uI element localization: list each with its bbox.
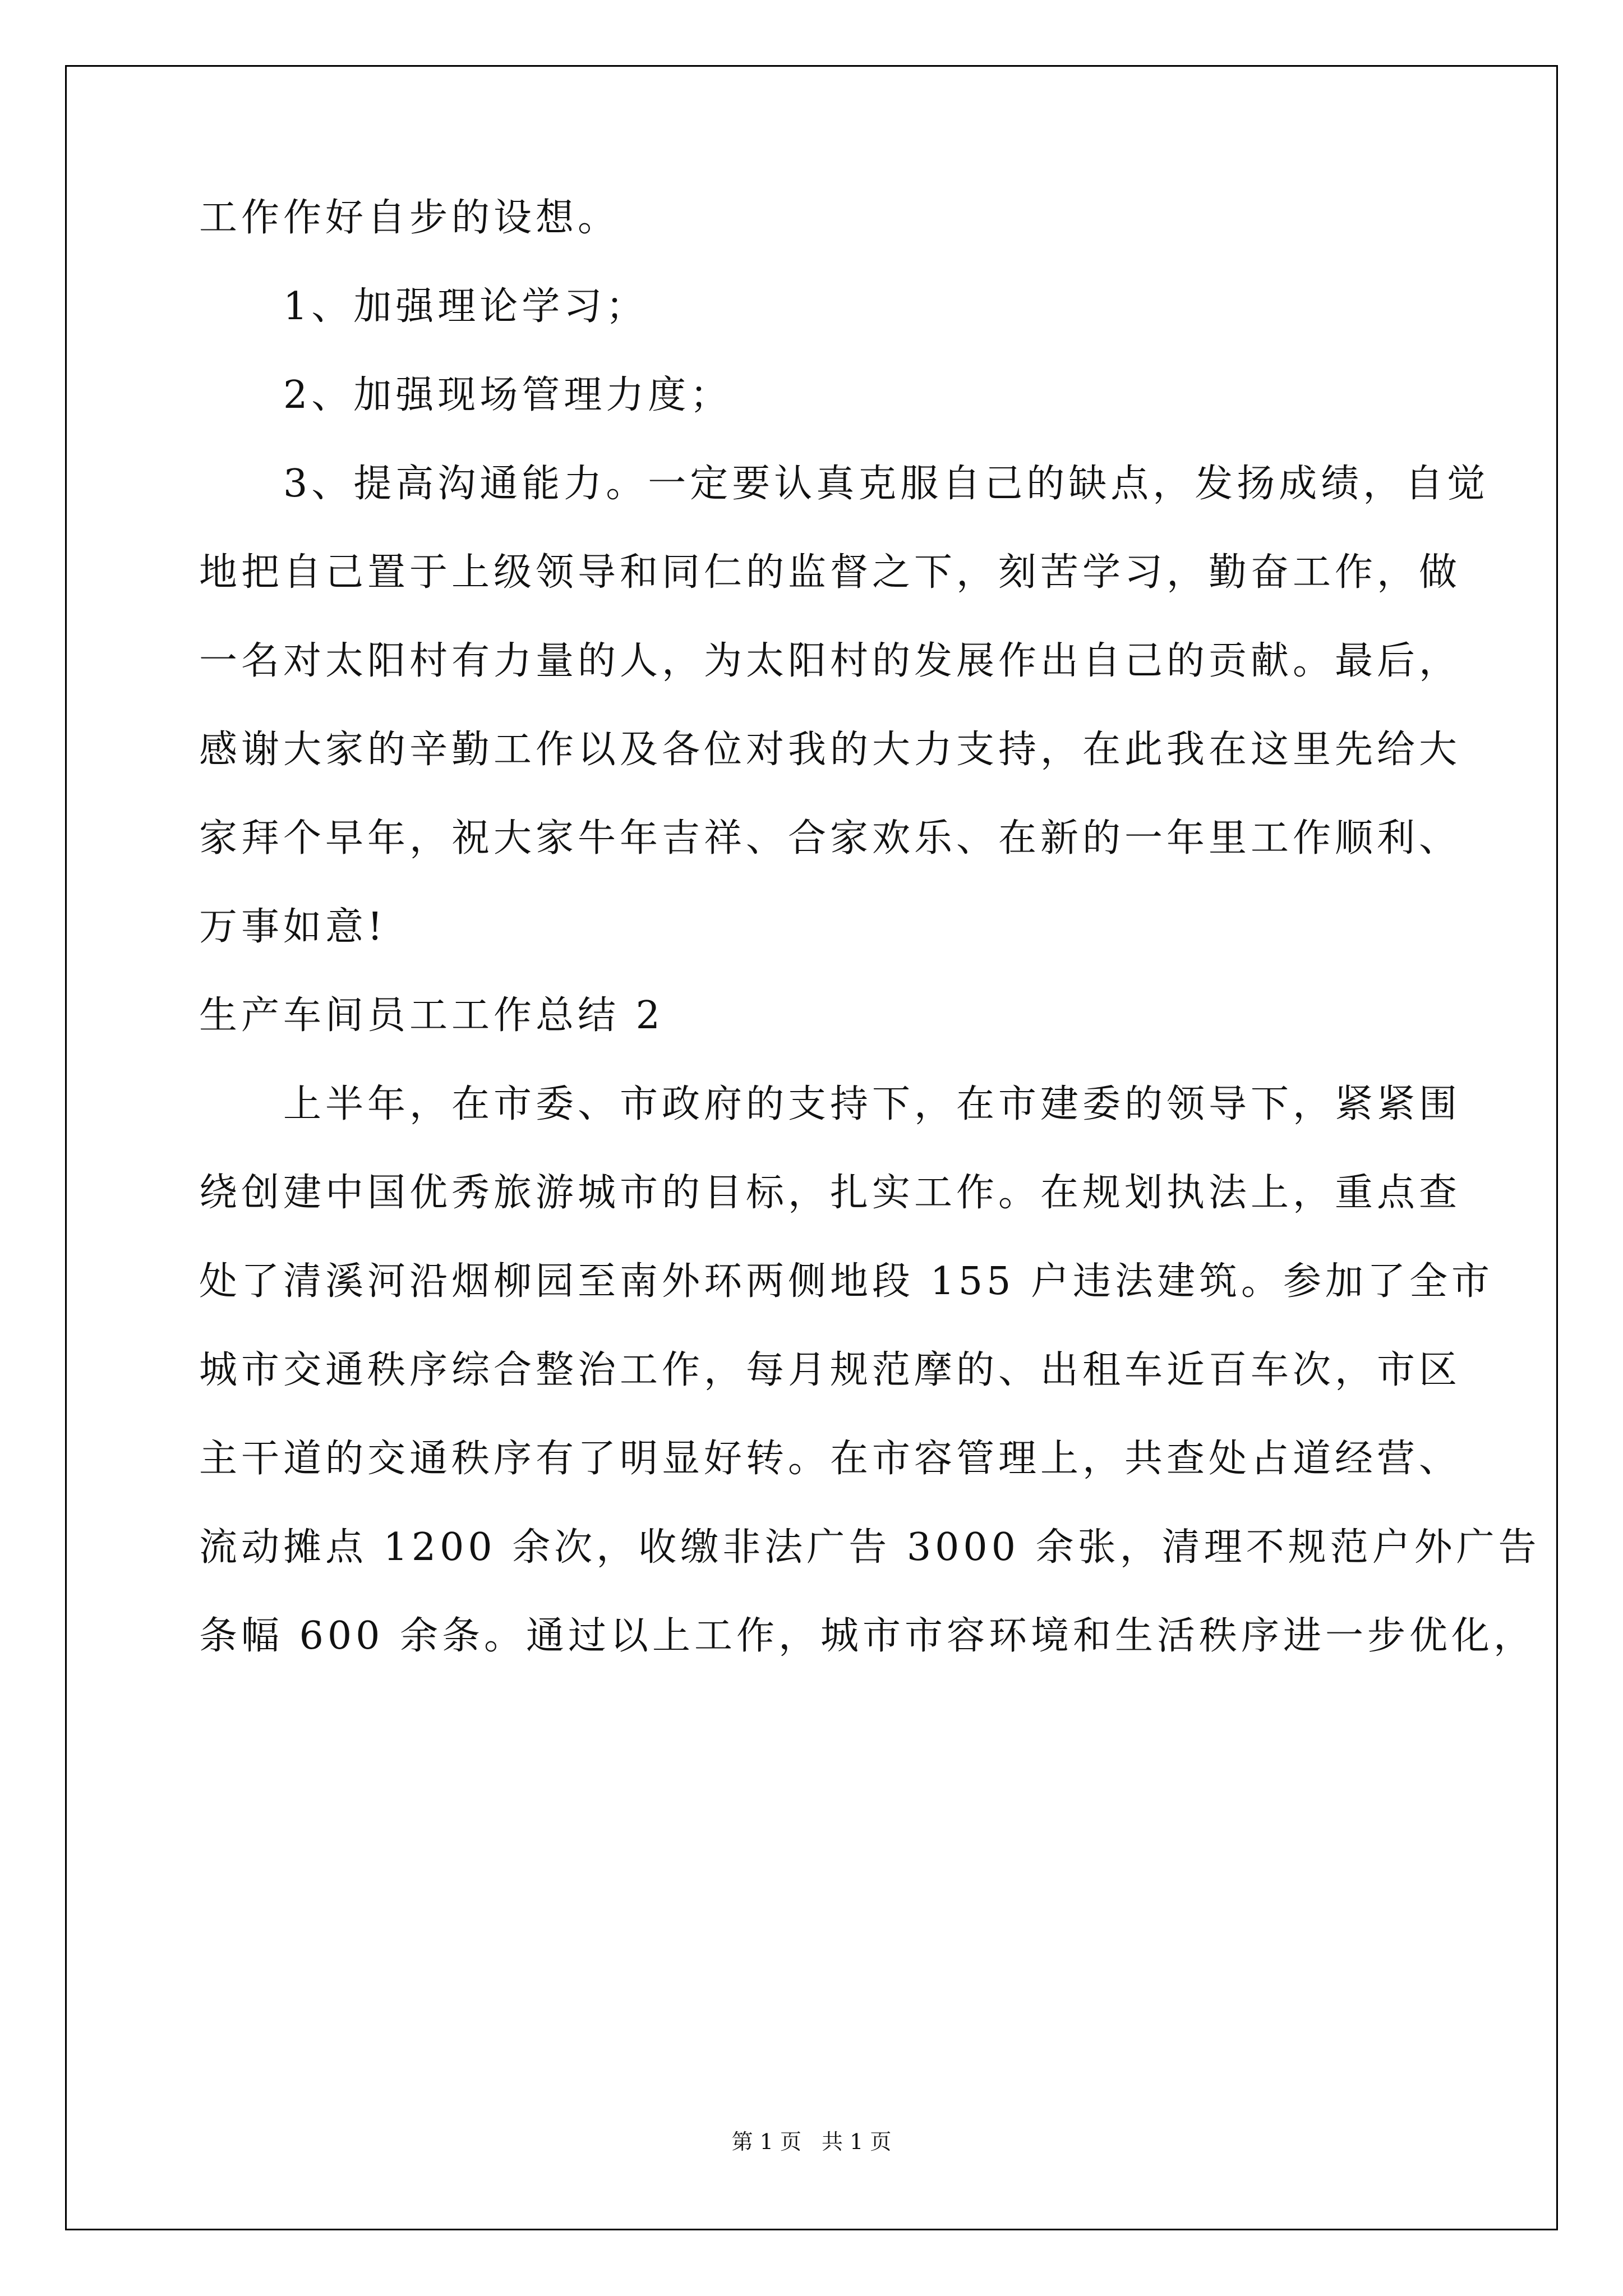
- document-body: [199, 196, 1541, 1706]
- section-title: 生产车间员工工作总结 2: [199, 993, 664, 1038]
- text-line: 一名对太阳村有力量的人，为太阳村的发展作出自己的贡献。最后，: [199, 639, 1461, 683]
- text-line: 万事如意!: [199, 905, 387, 949]
- text-line: 工作作好自步的设想。: [199, 196, 620, 240]
- text-line: 城市交通秩序综合整治工作，每月规范摩的、出租车近百车次，市区: [199, 1348, 1461, 1392]
- list-item-3: 3、提高沟通能力。一定要认真克服自己的缺点，发扬成绩，自觉: [283, 462, 1490, 506]
- page-number-total: 共 1 页: [822, 2129, 892, 2154]
- paragraph-start: 上半年，在市委、市政府的支持下，在市建委的领导下，紧紧围: [283, 1082, 1461, 1126]
- text-line: 绕创建中国优秀旅游城市的目标，扎实工作。在规划执法上，重点查: [199, 1171, 1461, 1215]
- list-item-1: 1、加强理论学习；: [283, 284, 648, 329]
- text-line: 感谢大家的辛勤工作以及各位对我的大力支持，在此我在这里先给大: [199, 728, 1461, 772]
- text-line: 地把自己置于上级领导和同仁的监督之下，刻苦学习，勤奋工作，做: [199, 550, 1461, 595]
- text-line: 流动摊点 1200 余次，收缴非法广告 3000 余张，清理不规范户外广告: [199, 1525, 1541, 1570]
- list-item-2: 2、加强现场管理力度；: [283, 373, 732, 417]
- page-number-current: 第 1 页: [731, 2129, 801, 2154]
- page-footer: [0, 2124, 1623, 2155]
- text-line: 主干道的交通秩序有了明显好转。在市容管理上，共查处占道经营、: [199, 1437, 1461, 1481]
- text-line: 处了清溪河沿烟柳园至南外环两侧地段 155 户违法建筑。参加了全市: [199, 1259, 1494, 1304]
- text-line: 条幅 600 余条。通过以上工作，城市市容环境和生活秩序进一步优化，: [199, 1614, 1536, 1658]
- text-line: 家拜个早年，祝大家牛年吉祥、合家欢乐、在新的一年里工作顺利、: [199, 816, 1461, 861]
